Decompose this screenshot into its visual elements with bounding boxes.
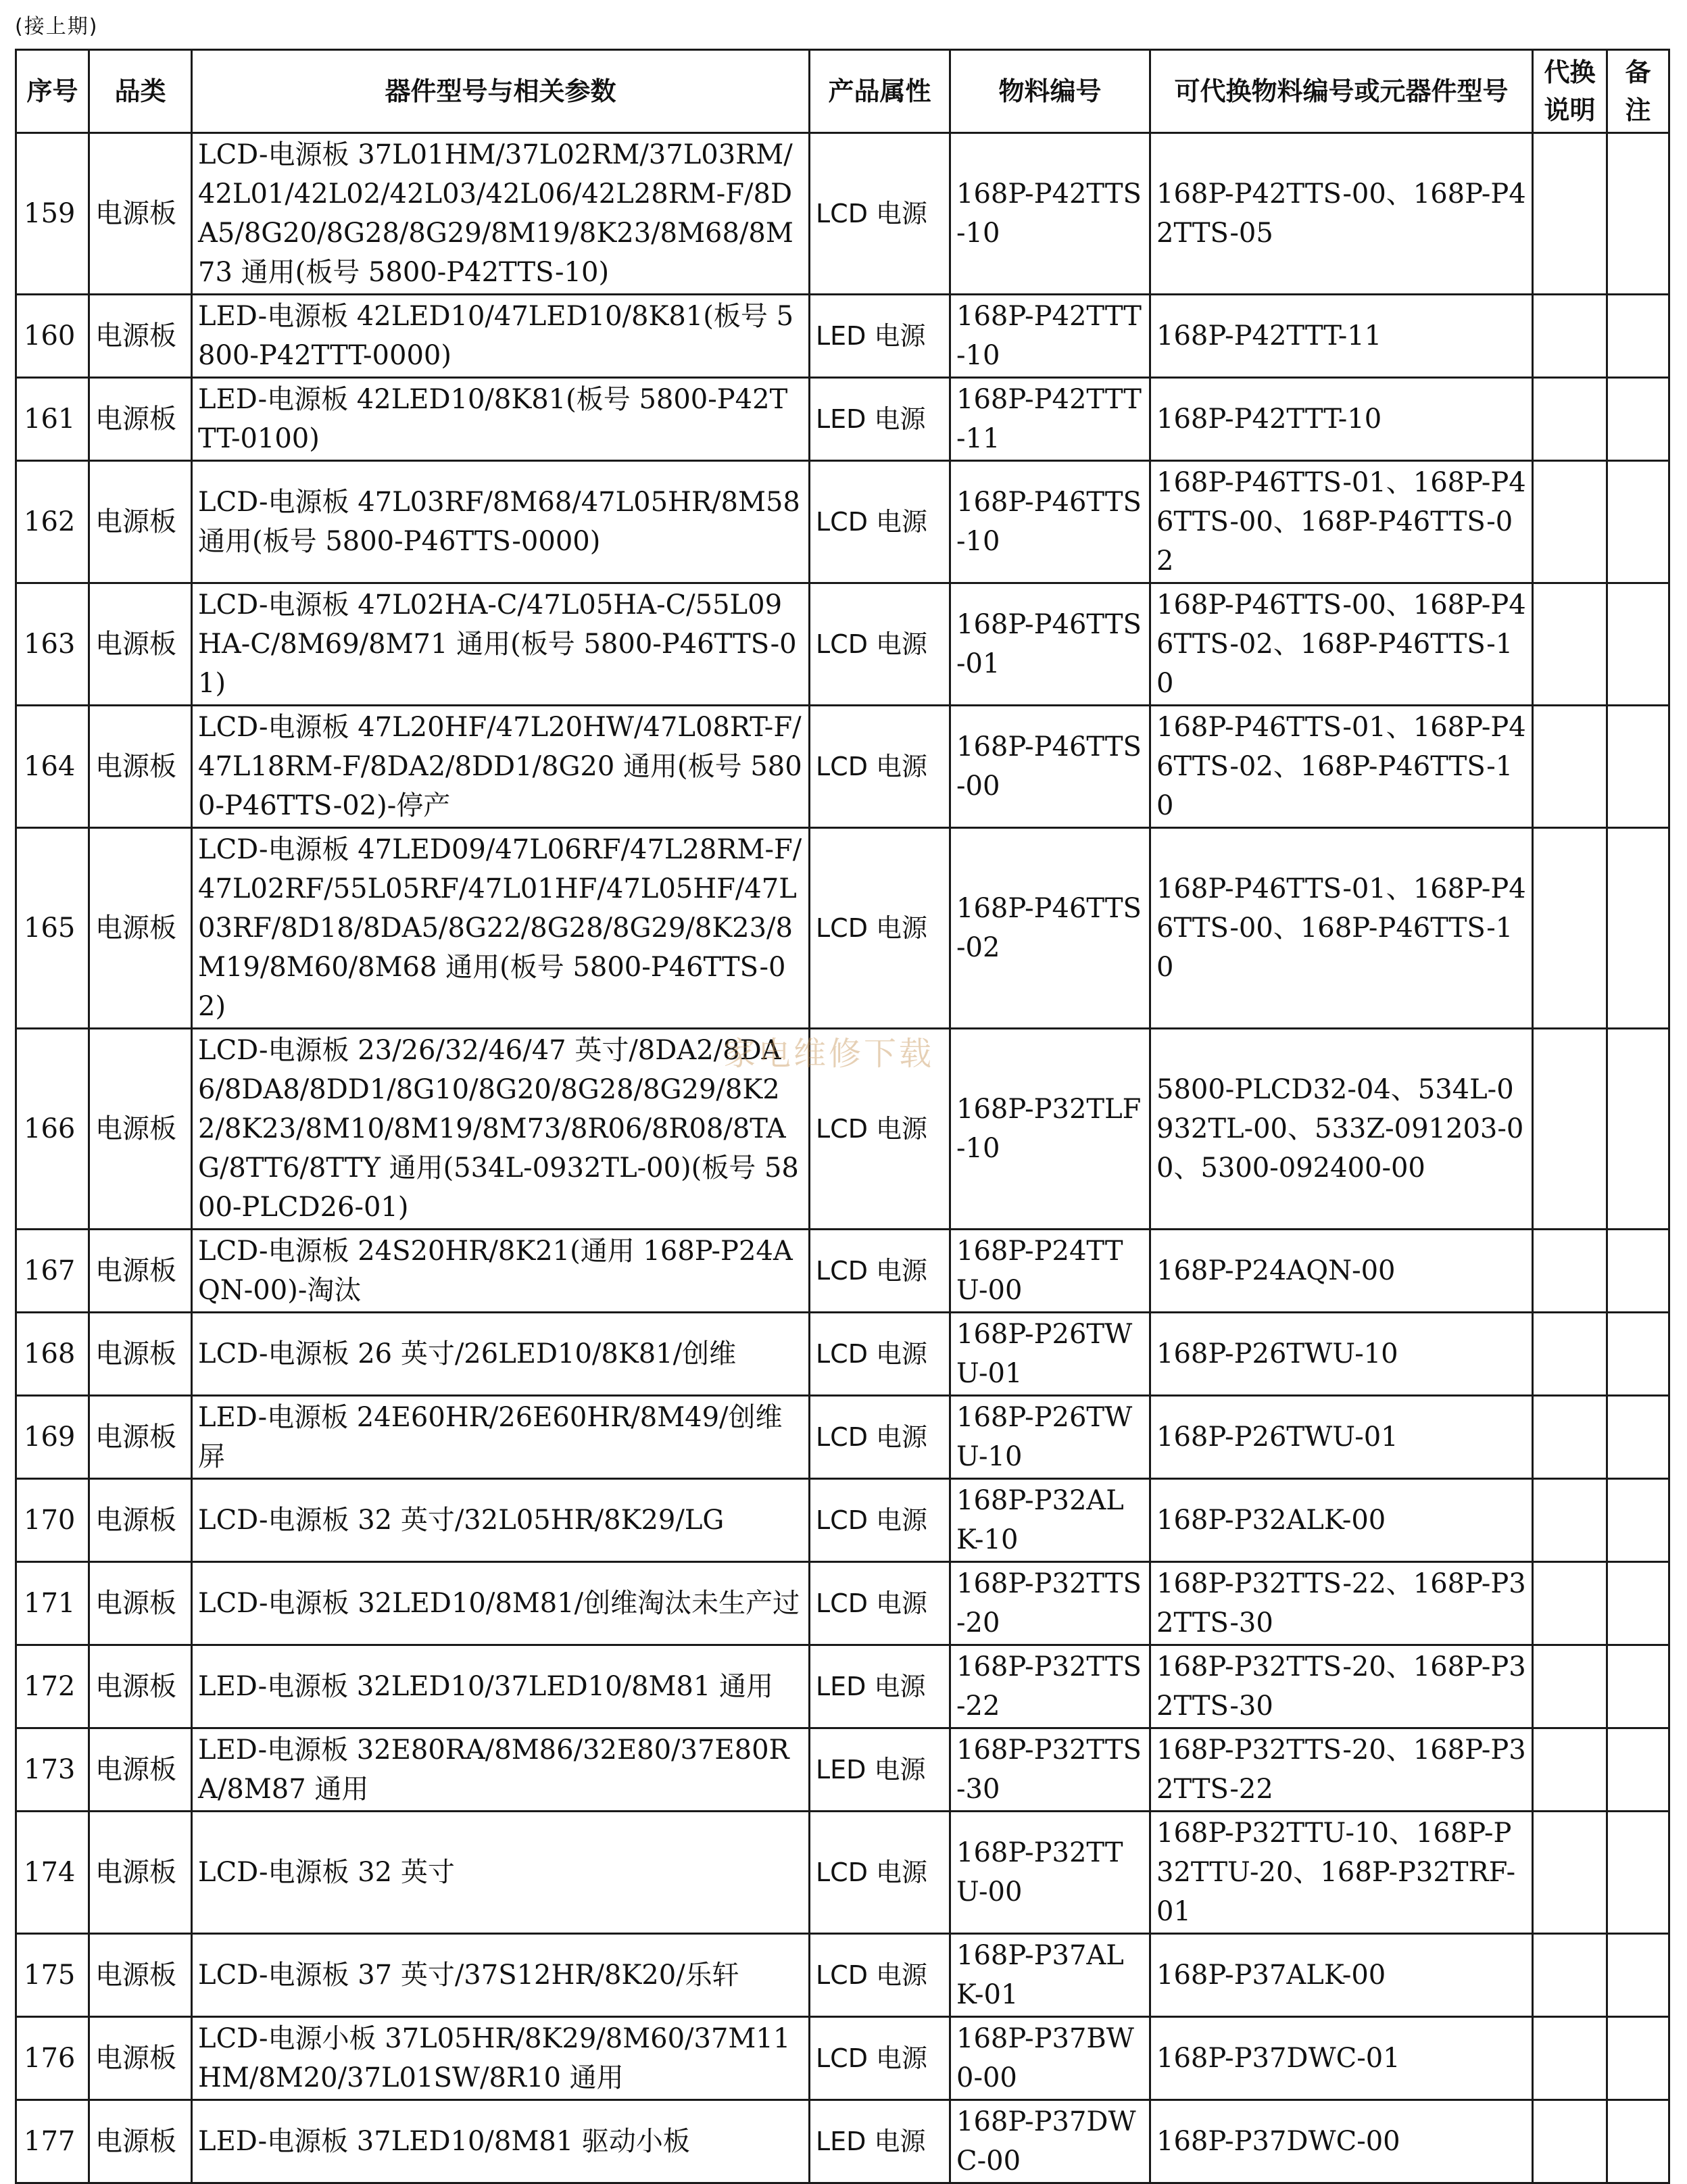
row-attribute: LCD 电源 xyxy=(810,1934,950,2017)
row-material-code: 168P-P46TTS-01 xyxy=(950,583,1150,706)
row-substitution-notes xyxy=(1533,1728,1607,1812)
continued-note: (接上期) xyxy=(15,15,99,39)
row-alternatives: 168P-P24AQN-00 xyxy=(1150,1230,1533,1313)
row-alternatives: 168P-P26TWU-10 xyxy=(1150,1313,1533,1396)
row-description: LED-电源板 32LED10/37LED10/8M81 通用 xyxy=(192,1645,810,1728)
row-substitution-notes xyxy=(1533,1396,1607,1479)
table-row xyxy=(16,378,1669,461)
row-attribute: LCD 电源 xyxy=(810,1396,950,1479)
row-remarks xyxy=(1607,1479,1669,1562)
row-description: LCD-电源板 26 英寸/26LED10/8K81/创维 xyxy=(192,1313,810,1396)
row-number: 160 xyxy=(16,295,89,378)
row-material-code: 168P-P32ALK-10 xyxy=(950,1479,1150,1562)
row-remarks xyxy=(1607,133,1669,295)
table-row xyxy=(16,1728,1669,1812)
row-material-code: 168P-P32TTS-30 xyxy=(950,1728,1150,1812)
row-alternatives: 168P-P37DWC-00 xyxy=(1150,2100,1533,2183)
row-description: LCD-电源板 47L20HF/47L20HW/47L08RT-F/47L18RM-F/8DA2/8DD1/8G20 通用(板号 5800-P46TTS-02)-停产 xyxy=(192,706,810,828)
row-attribute: LCD 电源 xyxy=(810,1313,950,1396)
row-material-code: 168P-P32TTS-20 xyxy=(950,1562,1150,1645)
row-category: 电源板 xyxy=(89,133,192,295)
row-remarks xyxy=(1607,1728,1669,1812)
header-description: 器件型号与相关参数 xyxy=(192,50,810,133)
row-substitution-notes xyxy=(1533,1562,1607,1645)
row-material-code: 168P-P37DWC-00 xyxy=(950,2100,1150,2183)
row-material-code: 168P-P32TTU-00 xyxy=(950,1812,1150,1934)
row-description: LCD-电源板 32 英寸/32L05HR/8K29/LG xyxy=(192,1479,810,1562)
row-category: 电源板 xyxy=(89,1728,192,1812)
row-substitution-notes xyxy=(1533,1479,1607,1562)
row-remarks xyxy=(1607,1934,1669,2017)
row-category: 电源板 xyxy=(89,2100,192,2183)
table-row xyxy=(16,1230,1669,1313)
row-substitution-notes xyxy=(1533,295,1607,378)
header-remarks: 备注 xyxy=(1607,50,1669,133)
row-attribute: LCD 电源 xyxy=(810,583,950,706)
row-material-code: 168P-P46TTS-00 xyxy=(950,706,1150,828)
table-row xyxy=(16,2100,1669,2183)
row-alternatives: 5800-PLCD32-04、534L-0932TL-00、533Z-091203-00、5300-092400-00 xyxy=(1150,1029,1533,1230)
row-number: 173 xyxy=(16,1728,89,1812)
table-row xyxy=(16,1812,1669,1934)
table-row xyxy=(16,1934,1669,2017)
table-row xyxy=(16,461,1669,583)
row-remarks xyxy=(1607,2017,1669,2100)
row-substitution-notes xyxy=(1533,706,1607,828)
table-row xyxy=(16,295,1669,378)
row-number: 174 xyxy=(16,1812,89,1934)
row-description: LCD-电源板 32 英寸 xyxy=(192,1812,810,1934)
row-substitution-notes xyxy=(1533,1029,1607,1230)
row-material-code: 168P-P37BW0-00 xyxy=(950,2017,1150,2100)
table-row xyxy=(16,583,1669,706)
row-alternatives: 168P-P42TTT-10 xyxy=(1150,378,1533,461)
row-description: LCD-电源板 37L01HM/37L02RM/37L03RM/42L01/42L02/42L03/42L06/42L28RM-F/8DA5/8G20/8G28/8G29/8M19/8K23/8M68/8M73 通用(板号 5800-P42TTS-10) xyxy=(192,133,810,295)
row-attribute: LCD 电源 xyxy=(810,1029,950,1230)
header-alternatives: 可代换物料编号或元器件型号 xyxy=(1150,50,1533,133)
row-category: 电源板 xyxy=(89,378,192,461)
row-number: 161 xyxy=(16,378,89,461)
row-substitution-notes xyxy=(1533,461,1607,583)
row-attribute: LCD 电源 xyxy=(810,828,950,1029)
row-attribute: LCD 电源 xyxy=(810,1812,950,1934)
row-alternatives: 168P-P37DWC-01 xyxy=(1150,2017,1533,2100)
row-number: 172 xyxy=(16,1645,89,1728)
row-number: 176 xyxy=(16,2017,89,2100)
row-category: 电源板 xyxy=(89,583,192,706)
row-attribute: LED 电源 xyxy=(810,1645,950,1728)
row-alternatives: 168P-P37ALK-00 xyxy=(1150,1934,1533,2017)
row-material-code: 168P-P42TTT-10 xyxy=(950,295,1150,378)
row-remarks xyxy=(1607,1396,1669,1479)
table-row xyxy=(16,1396,1669,1479)
table-row xyxy=(16,1479,1669,1562)
row-category: 电源板 xyxy=(89,706,192,828)
row-alternatives: 168P-P46TTS-01、168P-P46TTS-02、168P-P46TTS-10 xyxy=(1150,706,1533,828)
row-remarks xyxy=(1607,1230,1669,1313)
row-number: 159 xyxy=(16,133,89,295)
row-attribute: LED 电源 xyxy=(810,1728,950,1812)
row-material-code: 168P-P46TTS-02 xyxy=(950,828,1150,1029)
row-substitution-notes xyxy=(1533,1645,1607,1728)
row-attribute: LED 电源 xyxy=(810,295,950,378)
row-material-code: 168P-P46TTS-10 xyxy=(950,461,1150,583)
table-row xyxy=(16,1645,1669,1728)
row-alternatives: 168P-P26TWU-01 xyxy=(1150,1396,1533,1479)
row-attribute: LCD 电源 xyxy=(810,1230,950,1313)
row-attribute: LCD 电源 xyxy=(810,1562,950,1645)
table-row xyxy=(16,1029,1669,1230)
row-category: 电源板 xyxy=(89,1562,192,1645)
row-material-code: 168P-P32TTS-22 xyxy=(950,1645,1150,1728)
table-row xyxy=(16,828,1669,1029)
row-category: 电源板 xyxy=(89,1313,192,1396)
row-number: 177 xyxy=(16,2100,89,2183)
header-material-code: 物料编号 xyxy=(950,50,1150,133)
row-attribute: LCD 电源 xyxy=(810,133,950,295)
row-description: LCD-电源板 47L03RF/8M68/47L05HR/8M58 通用(板号 5800-P46TTS-0000) xyxy=(192,461,810,583)
row-remarks xyxy=(1607,461,1669,583)
row-description: LCD-电源板 24S20HR/8K21(通用 168P-P24AQN-00)-淘汰 xyxy=(192,1230,810,1313)
table-row xyxy=(16,706,1669,828)
row-substitution-notes xyxy=(1533,1313,1607,1396)
row-number: 175 xyxy=(16,1934,89,2017)
row-description: LED-电源板 24E60HR/26E60HR/8M49/创维屏 xyxy=(192,1396,810,1479)
row-alternatives: 168P-P32TTS-22、168P-P32TTS-30 xyxy=(1150,1562,1533,1645)
row-attribute: LED 电源 xyxy=(810,2100,950,2183)
row-remarks xyxy=(1607,1645,1669,1728)
row-alternatives: 168P-P46TTS-00、168P-P46TTS-02、168P-P46TTS-10 xyxy=(1150,583,1533,706)
row-remarks xyxy=(1607,1812,1669,1934)
header-no: 序号 xyxy=(16,50,89,133)
row-substitution-notes xyxy=(1533,1230,1607,1313)
table-body xyxy=(16,133,1669,2183)
table-row xyxy=(16,1313,1669,1396)
row-category: 电源板 xyxy=(89,1029,192,1230)
row-alternatives: 168P-P32ALK-00 xyxy=(1150,1479,1533,1562)
row-attribute: LED 电源 xyxy=(810,378,950,461)
row-category: 电源板 xyxy=(89,1230,192,1313)
row-substitution-notes xyxy=(1533,1934,1607,2017)
header-attribute: 产品属性 xyxy=(810,50,950,133)
row-number: 169 xyxy=(16,1396,89,1479)
row-remarks xyxy=(1607,1029,1669,1230)
row-description: LED-电源板 42LED10/47LED10/8K81(板号 5800-P42TTT-0000) xyxy=(192,295,810,378)
row-category: 电源板 xyxy=(89,461,192,583)
row-material-code: 168P-P32TLF-10 xyxy=(950,1029,1150,1230)
row-material-code: 168P-P42TTT-11 xyxy=(950,378,1150,461)
row-material-code: 168P-P24TTU-00 xyxy=(950,1230,1150,1313)
row-category: 电源板 xyxy=(89,1934,192,2017)
row-category: 电源板 xyxy=(89,1479,192,1562)
row-remarks xyxy=(1607,1313,1669,1396)
row-substitution-notes xyxy=(1533,2017,1607,2100)
row-category: 电源板 xyxy=(89,1396,192,1479)
row-number: 167 xyxy=(16,1230,89,1313)
row-description: LED-电源板 32E80RA/8M86/32E80/37E80RA/8M87 通用 xyxy=(192,1728,810,1812)
row-attribute: LCD 电源 xyxy=(810,461,950,583)
row-alternatives: 168P-P32TTS-20、168P-P32TTS-22 xyxy=(1150,1728,1533,1812)
row-material-code: 168P-P26TWU-10 xyxy=(950,1396,1150,1479)
parts-table-wrapper xyxy=(15,49,1668,2184)
row-number: 164 xyxy=(16,706,89,828)
row-remarks xyxy=(1607,828,1669,1029)
row-number: 171 xyxy=(16,1562,89,1645)
row-description: LCD-电源板 37 英寸/37S12HR/8K20/乐轩 xyxy=(192,1934,810,2017)
row-category: 电源板 xyxy=(89,1812,192,1934)
row-material-code: 168P-P37ALK-01 xyxy=(950,1934,1150,2017)
row-alternatives: 168P-P32TTU-10、168P-P32TTU-20、168P-P32TRF-01 xyxy=(1150,1812,1533,1934)
row-material-code: 168P-P26TWU-01 xyxy=(950,1313,1150,1396)
row-alternatives: 168P-P32TTS-20、168P-P32TTS-30 xyxy=(1150,1645,1533,1728)
row-substitution-notes xyxy=(1533,1812,1607,1934)
row-number: 162 xyxy=(16,461,89,583)
row-description: LCD-电源板 23/26/32/46/47 英寸/8DA2/8DA6/8DA8/8DD1/8G10/8G20/8G28/8G29/8K22/8K23/8M10/8M19/8M73/8R06/8R08/8TAG/8TT6/8TTY 通用(534L-0932TL-00)(板号 5800-PLCD26-01) xyxy=(192,1029,810,1230)
row-alternatives: 168P-P46TTS-01、168P-P46TTS-00、168P-P46TTS-02 xyxy=(1150,461,1533,583)
row-remarks xyxy=(1607,295,1669,378)
row-alternatives: 168P-P42TTT-11 xyxy=(1150,295,1533,378)
row-attribute: LCD 电源 xyxy=(810,1479,950,1562)
row-attribute: LCD 电源 xyxy=(810,706,950,828)
table-row xyxy=(16,1562,1669,1645)
table-row xyxy=(16,133,1669,295)
row-substitution-notes xyxy=(1533,133,1607,295)
row-description: LCD-电源小板 37L05HR/8K29/8M60/37M11HM/8M20/37L01SW/8R10 通用 xyxy=(192,2017,810,2100)
row-remarks xyxy=(1607,378,1669,461)
row-description: LED-电源板 37LED10/8M81 驱动小板 xyxy=(192,2100,810,2183)
row-category: 电源板 xyxy=(89,1645,192,1728)
row-category: 电源板 xyxy=(89,828,192,1029)
row-description: LCD-电源板 47L02HA-C/47L05HA-C/55L09HA-C/8M69/8M71 通用(板号 5800-P46TTS-01) xyxy=(192,583,810,706)
row-remarks xyxy=(1607,2100,1669,2183)
row-category: 电源板 xyxy=(89,295,192,378)
row-number: 165 xyxy=(16,828,89,1029)
header-substitution-notes: 代换说明 xyxy=(1533,50,1607,133)
row-alternatives: 168P-P46TTS-01、168P-P46TTS-00、168P-P46TTS-10 xyxy=(1150,828,1533,1029)
watermark-text: 家电维修下载 xyxy=(723,1035,935,1073)
row-remarks xyxy=(1607,1562,1669,1645)
header-category: 品类 xyxy=(89,50,192,133)
row-substitution-notes xyxy=(1533,378,1607,461)
row-remarks xyxy=(1607,706,1669,828)
row-number: 170 xyxy=(16,1479,89,1562)
row-number: 163 xyxy=(16,583,89,706)
row-description: LED-电源板 42LED10/8K81(板号 5800-P42TTT-0100) xyxy=(192,378,810,461)
row-description: LCD-电源板 32LED10/8M81/创维淘汰未生产过 xyxy=(192,1562,810,1645)
table-row xyxy=(16,2017,1669,2100)
table-header-row xyxy=(16,50,1669,133)
row-category: 电源板 xyxy=(89,2017,192,2100)
row-number: 168 xyxy=(16,1313,89,1396)
row-remarks xyxy=(1607,583,1669,706)
row-description: LCD-电源板 47LED09/47L06RF/47L28RM-F/47L02RF/55L05RF/47L01HF/47L05HF/47L03RF/8D18/8DA5/8G22/8G28/8G29/8K23/8M19/8M60/8M68 通用(板号 5800-P46TTS-02) xyxy=(192,828,810,1029)
row-number: 166 xyxy=(16,1029,89,1230)
row-substitution-notes xyxy=(1533,828,1607,1029)
row-alternatives: 168P-P42TTS-00、168P-P42TTS-05 xyxy=(1150,133,1533,295)
row-substitution-notes xyxy=(1533,2100,1607,2183)
row-substitution-notes xyxy=(1533,583,1607,706)
parts-table xyxy=(15,49,1670,2184)
row-material-code: 168P-P42TTS-10 xyxy=(950,133,1150,295)
row-attribute: LCD 电源 xyxy=(810,2017,950,2100)
